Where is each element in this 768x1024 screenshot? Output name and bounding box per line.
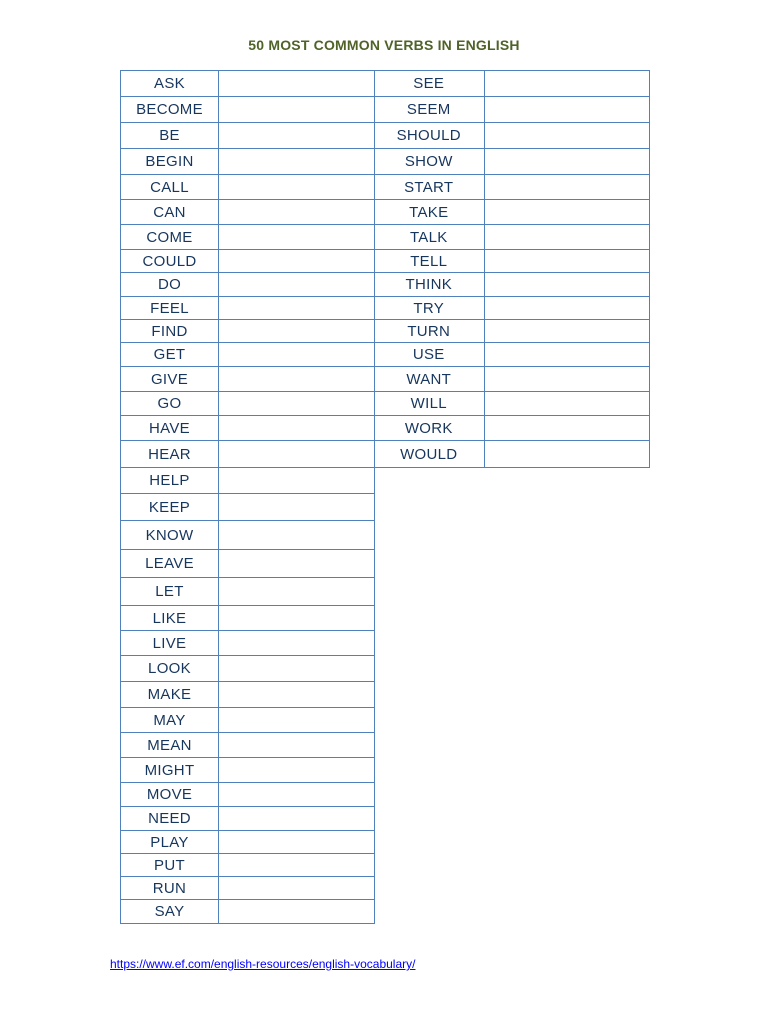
verb-cell: THINK xyxy=(374,273,484,297)
answer-cell[interactable] xyxy=(219,606,375,631)
verb-table-left-row xyxy=(121,682,375,708)
answer-cell[interactable] xyxy=(219,367,375,392)
verb-cell: NEED xyxy=(121,807,219,831)
verb-cell: TELL xyxy=(374,250,484,273)
answer-cell[interactable] xyxy=(484,416,649,441)
verb-table-right-row xyxy=(374,149,649,175)
verb-cell: CAN xyxy=(121,200,219,225)
verb-cell: KNOW xyxy=(121,521,219,550)
answer-cell[interactable] xyxy=(219,416,375,441)
verb-table-left-row xyxy=(121,807,375,831)
verb-cell: PUT xyxy=(121,854,219,877)
verb-cell: SEE xyxy=(374,71,484,97)
verb-cell: MEAN xyxy=(121,733,219,758)
answer-cell[interactable] xyxy=(219,831,375,854)
answer-cell[interactable] xyxy=(219,900,375,924)
verb-cell: BECOME xyxy=(121,97,219,123)
verb-table-left-row xyxy=(121,250,375,273)
verb-cell: LIKE xyxy=(121,606,219,631)
verb-cell: COME xyxy=(121,225,219,250)
verb-table-right xyxy=(374,70,650,468)
answer-cell[interactable] xyxy=(219,71,375,97)
verb-table-right-row xyxy=(374,225,649,250)
verb-cell: SEEM xyxy=(374,97,484,123)
verb-table-left-row xyxy=(121,550,375,578)
verb-cell: BEGIN xyxy=(121,149,219,175)
answer-cell[interactable] xyxy=(484,71,649,97)
answer-cell[interactable] xyxy=(219,175,375,200)
verb-table-left-row xyxy=(121,877,375,900)
answer-cell[interactable] xyxy=(219,250,375,273)
answer-cell[interactable] xyxy=(219,149,375,175)
verb-table-right-row xyxy=(374,250,649,273)
verb-cell: GIVE xyxy=(121,367,219,392)
verb-table-left-row xyxy=(121,631,375,656)
answer-cell[interactable] xyxy=(219,807,375,831)
verb-table-left-row xyxy=(121,783,375,807)
verb-cell: MIGHT xyxy=(121,758,219,783)
verb-table-right-row xyxy=(374,343,649,367)
answer-cell[interactable] xyxy=(484,297,649,320)
verb-cell: HEAR xyxy=(121,441,219,468)
answer-cell[interactable] xyxy=(219,758,375,783)
verb-cell: RUN xyxy=(121,877,219,900)
source-link[interactable]: https://www.ef.com/english-resources/english-vocabulary/ xyxy=(110,957,416,971)
answer-cell[interactable] xyxy=(484,200,649,225)
answer-cell[interactable] xyxy=(219,468,375,494)
verb-table-left-row xyxy=(121,297,375,320)
answer-cell[interactable] xyxy=(484,273,649,297)
verb-table-left-row xyxy=(121,521,375,550)
verb-table-left-row xyxy=(121,97,375,123)
verb-cell: MAKE xyxy=(121,682,219,708)
verb-table-right-row xyxy=(374,123,649,149)
verb-table-left-row xyxy=(121,606,375,631)
verb-table-right-row xyxy=(374,297,649,320)
answer-cell[interactable] xyxy=(484,175,649,200)
verb-table-left-row xyxy=(121,494,375,521)
answer-cell[interactable] xyxy=(219,343,375,367)
answer-cell[interactable] xyxy=(484,320,649,343)
verb-table-left-row xyxy=(121,273,375,297)
verb-table-right-row xyxy=(374,416,649,441)
verb-cell: TURN xyxy=(374,320,484,343)
verb-table-right-row xyxy=(374,392,649,416)
answer-cell[interactable] xyxy=(219,783,375,807)
verb-table-left-row xyxy=(121,123,375,149)
verb-cell: LOOK xyxy=(121,656,219,682)
answer-cell[interactable] xyxy=(484,149,649,175)
verb-cell: DO xyxy=(121,273,219,297)
verb-table-right-row xyxy=(374,200,649,225)
verb-cell: TALK xyxy=(374,225,484,250)
verb-cell: MOVE xyxy=(121,783,219,807)
verb-cell: WORK xyxy=(374,416,484,441)
verb-cell: PLAY xyxy=(121,831,219,854)
answer-cell[interactable] xyxy=(219,656,375,682)
answer-cell[interactable] xyxy=(484,343,649,367)
answer-cell[interactable] xyxy=(484,367,649,392)
verb-cell: TAKE xyxy=(374,200,484,225)
answer-cell[interactable] xyxy=(219,733,375,758)
answer-cell[interactable] xyxy=(219,578,375,606)
answer-cell[interactable] xyxy=(219,494,375,521)
answer-cell[interactable] xyxy=(484,250,649,273)
answer-cell[interactable] xyxy=(219,682,375,708)
answer-cell[interactable] xyxy=(219,225,375,250)
verb-cell: SHOW xyxy=(374,149,484,175)
verb-table-left-row xyxy=(121,758,375,783)
verb-table-right-row xyxy=(374,320,649,343)
verb-table-left-row xyxy=(121,320,375,343)
answer-cell[interactable] xyxy=(219,297,375,320)
verb-table-right-row xyxy=(374,273,649,297)
answer-cell[interactable] xyxy=(484,97,649,123)
verb-cell: GO xyxy=(121,392,219,416)
verb-table-left-row xyxy=(121,416,375,441)
verb-table-right-row xyxy=(374,71,649,97)
verb-table-left-row xyxy=(121,900,375,924)
verb-table-left-row xyxy=(121,578,375,606)
verb-cell: WILL xyxy=(374,392,484,416)
verb-table-left-row xyxy=(121,200,375,225)
verb-table-left xyxy=(120,70,375,924)
answer-cell[interactable] xyxy=(219,273,375,297)
answer-cell[interactable] xyxy=(219,854,375,877)
verb-cell: KEEP xyxy=(121,494,219,521)
verb-table-right-row xyxy=(374,441,649,468)
verb-table-left-row xyxy=(121,392,375,416)
verb-cell: COULD xyxy=(121,250,219,273)
verb-table-left-row xyxy=(121,175,375,200)
answer-cell[interactable] xyxy=(219,550,375,578)
answer-cell[interactable] xyxy=(219,123,375,149)
verb-table-right-row xyxy=(374,367,649,392)
verb-table-left-row xyxy=(121,149,375,175)
verb-cell: TRY xyxy=(374,297,484,320)
verb-cell: CALL xyxy=(121,175,219,200)
verb-table-left-row xyxy=(121,733,375,758)
verb-table-left-row xyxy=(121,343,375,367)
verb-cell: MAY xyxy=(121,708,219,733)
verb-cell: LET xyxy=(121,578,219,606)
answer-cell[interactable] xyxy=(219,631,375,656)
answer-cell[interactable] xyxy=(219,877,375,900)
verb-cell: USE xyxy=(374,343,484,367)
answer-cell[interactable] xyxy=(219,97,375,123)
verb-cell: START xyxy=(374,175,484,200)
verb-cell: WOULD xyxy=(374,441,484,468)
verb-cell: FIND xyxy=(121,320,219,343)
verb-cell: HAVE xyxy=(121,416,219,441)
verb-cell: SAY xyxy=(121,900,219,924)
answer-cell[interactable] xyxy=(219,392,375,416)
verb-cell: SHOULD xyxy=(374,123,484,149)
verb-table-left-row xyxy=(121,71,375,97)
verb-table-right-row xyxy=(374,175,649,200)
answer-cell[interactable] xyxy=(484,392,649,416)
verb-table-left-row xyxy=(121,854,375,877)
verb-table-left-row xyxy=(121,708,375,733)
answer-cell[interactable] xyxy=(219,521,375,550)
verb-table-right-row xyxy=(374,97,649,123)
answer-cell[interactable] xyxy=(219,320,375,343)
answer-cell[interactable] xyxy=(484,123,649,149)
verb-table-left-row xyxy=(121,367,375,392)
verb-cell: LEAVE xyxy=(121,550,219,578)
verb-cell: FEEL xyxy=(121,297,219,320)
verb-cell: LIVE xyxy=(121,631,219,656)
answer-cell[interactable] xyxy=(219,708,375,733)
verb-cell: BE xyxy=(121,123,219,149)
verb-table-left-row xyxy=(121,656,375,682)
answer-cell[interactable] xyxy=(219,441,375,468)
verb-table-left-row xyxy=(121,225,375,250)
verb-cell: HELP xyxy=(121,468,219,494)
answer-cell[interactable] xyxy=(484,225,649,250)
answer-cell[interactable] xyxy=(484,441,649,468)
verb-cell: GET xyxy=(121,343,219,367)
verb-table-left-row xyxy=(121,831,375,854)
verb-table-left-row xyxy=(121,468,375,494)
verb-table-left-row xyxy=(121,441,375,468)
verb-cell: WANT xyxy=(374,367,484,392)
page-title: 50 MOST COMMON VERBS IN ENGLISH xyxy=(248,37,520,53)
verb-cell: ASK xyxy=(121,71,219,97)
answer-cell[interactable] xyxy=(219,200,375,225)
